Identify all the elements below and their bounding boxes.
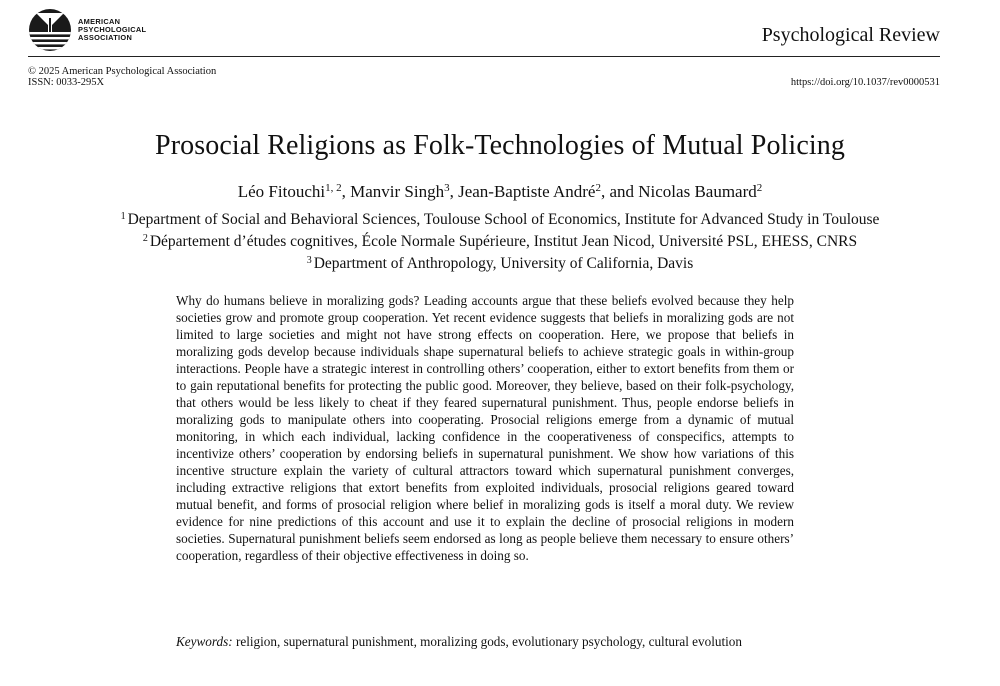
- apa-logo: [28, 8, 146, 52]
- journal-name: Psychological Review: [761, 24, 940, 46]
- affiliation-num: 3: [306, 255, 312, 266]
- author-name: Manvir Singh: [350, 182, 445, 201]
- copyright-block: [28, 66, 216, 88]
- author-name: Nicolas Baumard: [638, 182, 757, 201]
- apa-logo-icon: [28, 8, 72, 52]
- author-affil-sup: 2: [756, 182, 763, 194]
- author-affil-sup: 2: [595, 182, 601, 194]
- author-affil-sup: 3: [444, 182, 450, 194]
- affiliation-text: Department of Anthropology, University of California, Davis: [313, 255, 694, 272]
- affiliation-text: Département d’études cognitives, École Normale Supérieure, Institut Jean Nicod, Université PSL, EHESS, CNRS: [149, 233, 858, 250]
- author-name: Jean-Baptiste André: [458, 182, 596, 201]
- publisher-line: ASSOCIATION: [78, 33, 133, 42]
- keywords: [176, 634, 806, 650]
- author-sep: ,: [449, 182, 459, 201]
- header-rule: [28, 56, 940, 57]
- author-sep: , and: [600, 182, 639, 201]
- keywords-text: religion, supernatural punishment, moralizing gods, evolutionary psychology, cultural evolution: [235, 634, 742, 649]
- author-list: [0, 182, 1000, 202]
- doi-link[interactable]: https://doi.org/10.1037/rev0000531: [790, 77, 940, 88]
- affiliation: [0, 251, 1000, 273]
- affiliation-num: 1: [120, 211, 126, 222]
- paper-title: Prosocial Religions as Folk-Technologies of Mutual Policing: [155, 130, 845, 161]
- author-sep: ,: [341, 182, 351, 201]
- affiliation-num: 2: [142, 233, 148, 244]
- publisher-line: PSYCHOLOGICAL: [78, 25, 147, 34]
- author-affil-sup: 1, 2: [325, 182, 342, 194]
- author-name: Léo Fitouchi: [237, 182, 326, 201]
- publisher-line: AMERICAN: [78, 17, 121, 26]
- affiliation: [0, 229, 1000, 251]
- keywords-label: Keywords:: [176, 634, 233, 649]
- abstract: Why do humans believe in moralizing gods? Leading accounts argue that these beliefs evolved because they help societies grow and promote group cooperation. Yet recent evidence suggests that beliefs in moralizing gods are not limited to large societies and might not have strong effects on cooperation. Here, we propose that beliefs in moralizing gods develop because individuals shape supernatural beliefs to achieve strategic goals in within-group interactions. People have a strategic interest in controlling others’ cooperation, either to extort benefits from them or to gain reputational benefits for protecting the public good. Moreover, they believe, based on their folk-psychology, that others would be less likely to cheat if they feared supernatural punishment. Thus, people endorse beliefs in moralizing gods to manipulate others into cooperating. Prosocial religions emerge from a dynamic of mutual monitoring, in which each individual, lacking confidence in the cooperativeness of conspecifics, attempts to incentivize others’ cooperation by endorsing beliefs in supernatural punishment. We show how variations of this incentive structure explain the variety of cultural attractors toward which supernatural punishment converges, including extractive religions that extort benefits from exploited individuals, prosocial religions geared toward mutual benefit, and forms of prosocial religion where belief in moralizing gods is itself a moral duty. We review evidence for nine predictions of this account and use it to explain the decline of prosocial religions in modern societies. Supernatural punishment beliefs seem endorsed as long as people believe them necessary to ensure others’ cooperation, regardless of their objective effectiveness in doing so.: [176, 293, 794, 563]
- affiliations: [0, 207, 1000, 273]
- affiliation: [0, 207, 1000, 229]
- copyright: © 2025 American Psychological Association: [28, 66, 217, 77]
- publisher-name: [78, 18, 146, 42]
- issn: ISSN: 0033-295X: [28, 77, 105, 88]
- affiliation-text: Department of Social and Behavioral Sciences, Toulouse School of Economics, Institute for Advanced Study in Toulouse: [127, 211, 880, 228]
